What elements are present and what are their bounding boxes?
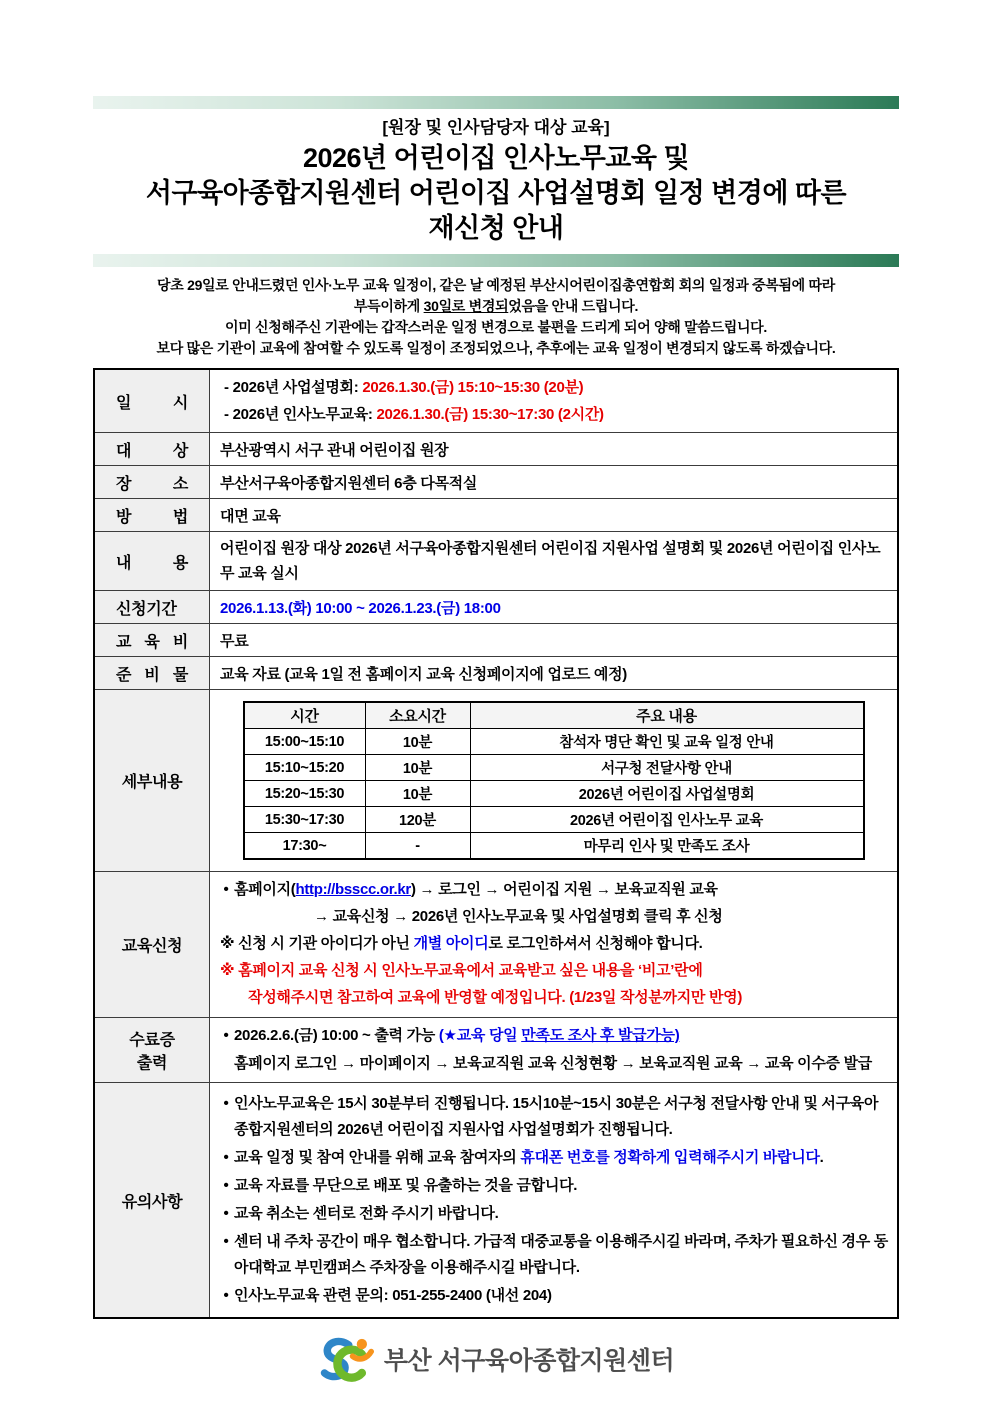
content-label: 내 용	[116, 554, 188, 572]
apply-label: 교육신청	[121, 938, 183, 955]
notes-value-cell	[210, 1083, 899, 1319]
schedule-duration: 10분	[365, 729, 470, 755]
row-period	[94, 591, 898, 624]
row-materials	[94, 657, 898, 690]
row-fee	[94, 624, 898, 657]
schedule-duration: 10분	[365, 781, 470, 807]
row-certificate	[94, 1018, 898, 1083]
notes-bullet3	[218, 1173, 889, 1199]
certificate-value-cell	[210, 1018, 899, 1083]
apply-homepage-post: ) → 로그인 → 어린이집 지원 → 보육교직원 교육	[410, 881, 718, 898]
row-place	[94, 466, 898, 499]
apply-note2-line1	[218, 957, 889, 984]
schedule-time: 15:20~15:30	[244, 781, 366, 807]
notes-bullet1-text: 인사노무교육은 15시 30분부터 진행됩니다. 15시10분~15시 30분은 서구청 전달사항 안내 및 서구육아종합지원센터의 2026년 어린이집 지원사업 사업설명회가 진행됩니다.	[234, 1095, 879, 1138]
schedule-time: 15:10~15:20	[244, 755, 366, 781]
intro-line4: 보다 많은 기관이 교육에 참여할 수 있도록 일정이 조정되었으나, 추후에는 교육 일정이 변경되지 않도록 하겠습니다.	[156, 340, 836, 356]
notes-bullet2	[218, 1145, 889, 1171]
apply-note2-line2	[218, 984, 889, 1011]
intro-line1: 당초 29일로 안내드렸던 인사·노무 교육 일정이, 같은 날 예정된 부산시어린이집총연합회 회의 일정과 중복됨에 따라	[157, 277, 835, 293]
method-label: 방 법	[116, 508, 188, 526]
bullet-icon: •	[223, 1027, 229, 1044]
schedule-time: 17:30~	[244, 833, 366, 860]
datetime-line1-title: - 2026년 사업설명회:	[224, 379, 363, 396]
schedule-content: 마무리 인사 및 만족도 조사	[470, 833, 864, 860]
intro-line2-post: 었음을 안내 드립니다.	[508, 298, 639, 314]
method-label-cell	[94, 499, 210, 532]
apply-value-cell	[210, 872, 899, 1018]
certificate-path: 홈페이지 로그인 → 마이페이지 → 보육교직원 교육 신청현황 → 보육교직원 교육 → 교육 이수증 발급	[234, 1055, 872, 1072]
schedule-header-time: 시간	[244, 702, 366, 729]
row-target	[94, 433, 898, 466]
notes-label-cell	[94, 1083, 210, 1319]
intro-line2-underlined: 30일로 변경되	[423, 298, 509, 314]
datetime-line2-title: - 2026년 인사노무교육:	[224, 406, 377, 423]
materials-value: 교육 자료 (교육 1일 전 홈페이지 교육 신청페이지에 업로드 예정)	[210, 657, 899, 690]
bullet-icon: •	[223, 1095, 229, 1112]
bullet-icon: •	[223, 1149, 229, 1166]
materials-label-cell	[94, 657, 210, 690]
notes-bullet6-text: 인사노무교육 관련 문의: 051-255-2400 (내선 204)	[234, 1287, 552, 1304]
schedule-table	[243, 701, 865, 860]
document-body	[93, 0, 899, 1383]
row-apply	[94, 872, 898, 1018]
place-value: 부산서구육아종합지원센터 6층 다목적실	[210, 466, 899, 499]
notes-bullet4	[218, 1201, 889, 1227]
details-label-cell	[94, 690, 210, 872]
apply-homepage-pre: 홈페이지(	[234, 881, 296, 898]
fee-label-cell	[94, 624, 210, 657]
period-label-cell	[94, 591, 210, 624]
intro-line2	[93, 296, 899, 317]
homepage-link[interactable]: http://bsscc.or.kr	[295, 881, 411, 898]
bullet-icon: •	[223, 1205, 229, 1222]
schedule-duration: 10분	[365, 755, 470, 781]
schedule-row	[244, 755, 864, 781]
certificate-label-line2: 출력	[136, 1055, 168, 1072]
certificate-line1-text	[234, 1022, 889, 1050]
fee-label: 교 육 비	[116, 633, 188, 651]
period-label: 신청기간	[116, 600, 177, 618]
schedule-duration: 120분	[365, 807, 470, 833]
header-subtitle: [원장 및 인사담당자 대상 교육]	[382, 118, 610, 137]
apply-note1-highlight: 개별 아이디	[413, 935, 489, 952]
row-content	[94, 532, 898, 591]
intro-paragraph	[93, 275, 899, 359]
apply-note1-post: 로 로그인하셔서 신청해야 합니다.	[488, 935, 703, 952]
schedule-content: 2026년 어린이집 사업설명회	[470, 781, 864, 807]
certificate-line1	[218, 1022, 889, 1050]
schedule-content: 참석자 명단 확인 및 교육 일정 안내	[470, 729, 864, 755]
datetime-label-cell	[94, 369, 210, 433]
content-label-cell	[94, 532, 210, 591]
certificate-label-line1: 수료증	[129, 1032, 175, 1049]
row-method	[94, 499, 898, 532]
certificate-blue-underlined: 만족도 조사 후 발급가능)	[521, 1027, 680, 1044]
notes-bullet2-highlight: 휴대폰 번호를 정확하게 입력해주시기 바랍니다	[520, 1149, 820, 1166]
details-value-cell	[210, 690, 899, 872]
header-bottom-bar	[93, 254, 899, 267]
organization-name: 부산 서구육아종합지원센터	[383, 1347, 675, 1375]
fee-value: 무료	[210, 624, 899, 657]
bullet-icon: •	[223, 1287, 229, 1304]
schedule-header-row	[244, 702, 864, 729]
period-value: 2026.1.13.(화) 10:00 ~ 2026.1.23.(금) 18:00	[210, 591, 899, 624]
center-logo-icon	[318, 1335, 374, 1383]
datetime-line1-date: 2026.1.30.(금) 15:10~15:30 (20분)	[362, 379, 584, 396]
schedule-row	[244, 729, 864, 755]
notes-bullet6	[218, 1283, 889, 1309]
apply-note2-line2-rest: 해주시면 참고하여 교육에 반영할 예정입니다. (1/23일 작성분까지만 반영)	[276, 989, 743, 1006]
notes-bullet2-text	[234, 1145, 889, 1171]
schedule-time: 15:00~15:10	[244, 729, 366, 755]
document-title-line2: 서구육아종합지원센터 어린이집 사업설명회 일정 변경에 따른	[145, 178, 847, 208]
row-notes	[94, 1083, 898, 1319]
schedule-content: 서구청 전달사항 안내	[470, 755, 864, 781]
notes-bullet2-post: .	[819, 1149, 824, 1166]
apply-label-cell	[94, 872, 210, 1018]
apply-note1-pre: ※ 신청 시 기관 아이디가 아닌	[220, 935, 414, 952]
apply-bullet1	[218, 876, 889, 903]
apply-note2-line2-bold: 작성	[248, 989, 277, 1006]
bullet-icon: •	[223, 881, 229, 898]
document-title-line1: 2026년 어린이집 인사노무교육 및	[302, 143, 690, 173]
apply-bullet1-line2: → 교육신청 → 2026년 인사노무교육 및 사업설명회 클릭 후 신청	[314, 908, 723, 925]
intro-line3: 이미 신청해주신 기관에는 갑작스러운 일정 변경으로 불편을 드리게 되어 양해 말씀드립니다.	[225, 319, 767, 335]
place-label: 장 소	[116, 475, 188, 493]
document-title-line3: 재신청 안내	[428, 213, 564, 243]
document-header	[93, 109, 899, 254]
schedule-content: 2026년 어린이집 인사노무 교육	[470, 807, 864, 833]
notes-bullet5	[218, 1229, 889, 1281]
bullet-icon: •	[223, 1177, 229, 1194]
certificate-label-cell	[94, 1018, 210, 1083]
notes-bullet3-text: 교육 자료를 무단으로 배포 및 유출하는 것을 금합니다.	[234, 1177, 578, 1194]
notes-bullet5-text: 센터 내 주차 공간이 매우 협소합니다. 가급적 대중교통을 이용해주시길 바라며, 주차가 필요하신 경우 동아대학교 부민캠퍼스 주차장을 이용해주시길 바랍니다.	[234, 1233, 888, 1276]
target-label-cell	[94, 433, 210, 466]
datetime-line1	[220, 374, 887, 401]
place-label-cell	[94, 466, 210, 499]
info-table	[93, 368, 899, 1319]
target-label: 대 상	[116, 442, 188, 460]
notes-bullet4-text: 교육 취소는 센터로 전화 주시기 바랍니다.	[234, 1205, 499, 1222]
schedule-time: 15:30~17:30	[244, 807, 366, 833]
bullet-icon: •	[223, 1233, 229, 1250]
notes-bullet2-pre: 교육 일정 및 참여 안내를 위해 교육 참여자의	[234, 1149, 521, 1166]
certificate-date: 2026.2.6.(금) 10:00 ~ 출력 가능	[234, 1027, 439, 1044]
schedule-header-content: 주요 내용	[470, 702, 864, 729]
target-value: 부산광역시 서구 관내 어린이집 원장	[210, 433, 899, 466]
datetime-value-cell	[210, 369, 899, 433]
notes-label: 유의사항	[121, 1193, 183, 1211]
schedule-row	[244, 781, 864, 807]
datetime-label: 일 시	[116, 394, 188, 412]
header-top-bar	[93, 96, 899, 109]
schedule-row	[244, 833, 864, 860]
details-label: 세부내용	[121, 774, 183, 791]
schedule-row	[244, 807, 864, 833]
row-datetime	[94, 369, 898, 433]
apply-note2-line1-pre: ※ 홈페이지 교육 신청 시 인사노무교육에서	[220, 962, 499, 979]
content-value: 어린이집 원장 대상 2026년 서구육아종합지원센터 어린이집 지원사업 설명회 및 2026년 어린이집 인사노무 교육 실시	[210, 532, 899, 591]
datetime-line2-date: 2026.1.30.(금) 15:30~17:30 (2시간)	[376, 406, 604, 423]
apply-note1	[218, 930, 889, 957]
apply-bullet1-text	[234, 876, 889, 903]
certificate-blue-pre: (★교육 당일	[438, 1027, 522, 1044]
materials-label: 준 비 물	[116, 666, 188, 684]
schedule-header-duration: 소요시간	[365, 702, 470, 729]
intro-line2-pre: 부득이하게	[353, 298, 424, 314]
method-value: 대면 교육	[210, 499, 899, 532]
notes-bullet1	[218, 1091, 889, 1143]
footer	[93, 1335, 899, 1383]
row-details	[94, 690, 898, 872]
apply-note2-line1-bold: 교육받고 싶은 내용을 ‘비고’란에	[498, 962, 703, 979]
schedule-duration: -	[365, 833, 470, 860]
datetime-line2	[220, 401, 887, 428]
